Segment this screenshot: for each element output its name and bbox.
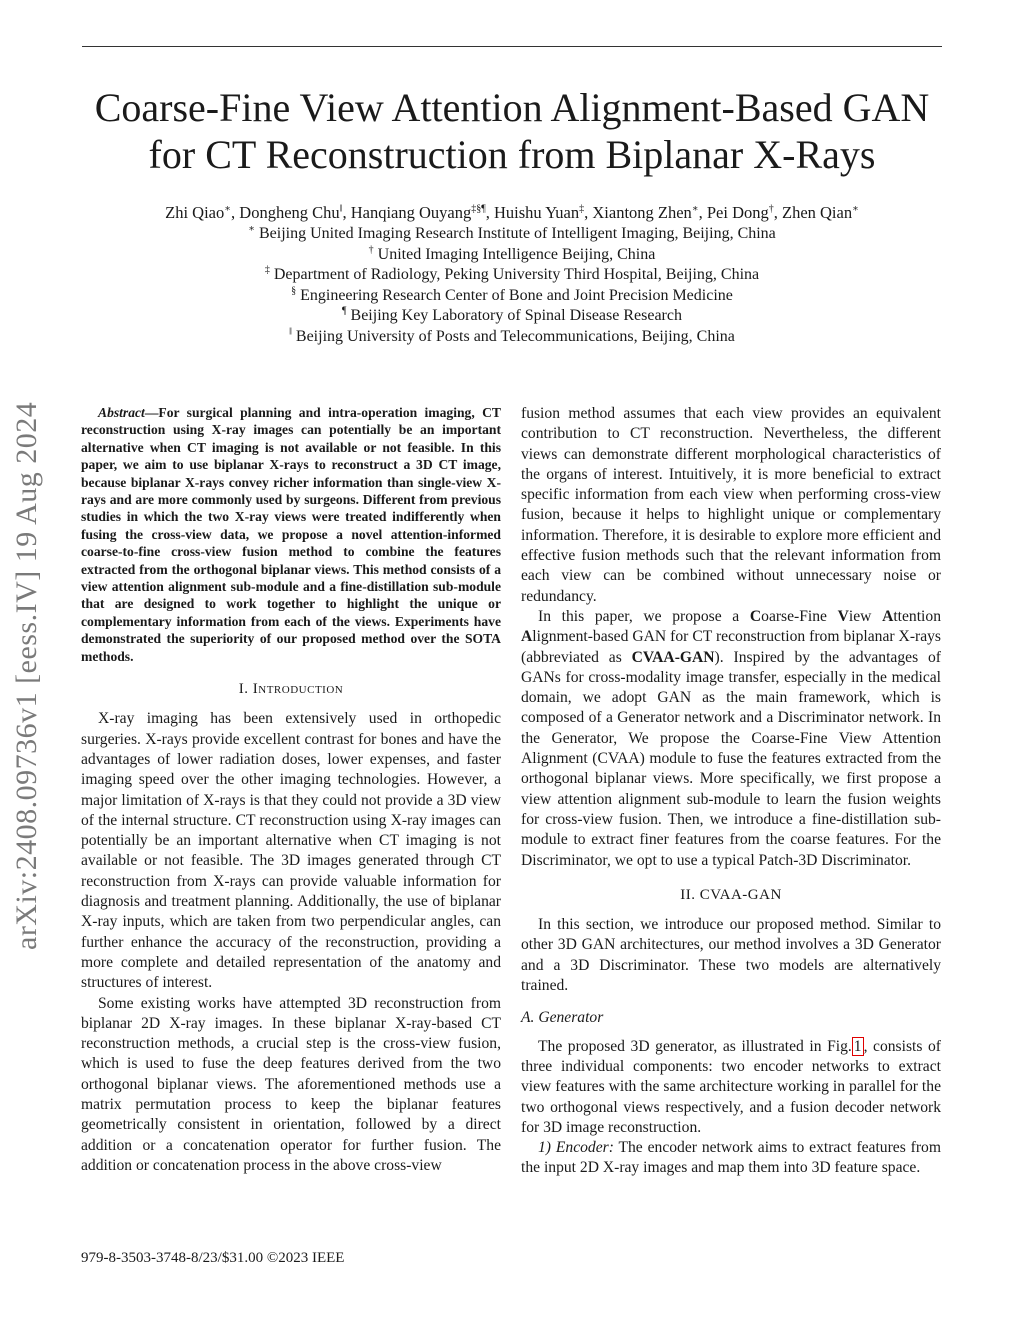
affiliation — [60, 306, 964, 327]
affiliation-list — [60, 224, 964, 347]
author: Xiantong Zhen — [592, 203, 692, 222]
author-mark: ‡ — [579, 203, 585, 215]
affiliation — [60, 224, 964, 245]
affiliation-mark: § — [291, 285, 297, 297]
copyright-footer: 979-8-3503-3748-8/23/$31.00 ©2023 IEEE — [81, 1250, 345, 1266]
author-mark: † — [768, 203, 774, 215]
intro-paragraph-1: X-ray imaging has been extensively used in orthopedic surgeries. X-rays provide excellent contrast for bones and have the advantages of lower radiation doses, lower expenses, and faster imaging speed over the other imaging technologies. However, a major limitation of X-rays is that they could not provide a 3D view of the internal structure. CT reconstruction using X-ray images can potentially be an important alternative when CT imaging is not available or not feasible. The 3D images generated through CT reconstruction from X-rays can provide valuable information for diagnosis and treatment planning. Additionally, the use of biplanar X-ray inputs, which are taken from two perpendicular angles, can further enhance the accuracy of the reconstruction, providing a more complete and detailed representation of the anatomy and structures of interest. — [81, 710, 501, 992]
affiliation — [60, 265, 964, 286]
encoder-paragraph — [521, 1138, 941, 1179]
affiliation-text: Beijing University of Posts and Telecommunications, Beijing, China — [295, 327, 735, 345]
acronym-letter: A — [882, 607, 894, 625]
text-span: oarse-Fine — [761, 607, 838, 625]
author: Dongheng Chu — [239, 203, 340, 222]
author: Zhen Qian — [781, 203, 853, 222]
section-heading-introduction: I. Introduction — [238, 681, 344, 698]
affiliation-text: Engineering Research Center of Bone and Joint Precision Medicine — [300, 286, 733, 304]
text-span: The encoder network aims to extract features from the input 2D X-ray images and map them into 3D feature space. — [521, 1139, 941, 1177]
arxiv-identifier[interactable]: arXiv:2408.09736v1 [eess.IV] 19 Aug 2024 — [10, 401, 43, 950]
author-list: Zhi Qiao∗, Dongheng Chu‖, Hanqiang Ouyang‡§¶, Huishu Yuan‡, Xiantong Zhen∗, Pei Dong†, Zhen Qian∗ — [165, 203, 859, 222]
section-heading-cvaa-gan: II. CVAA-GAN — [680, 886, 782, 903]
author-mark: ‡§¶ — [471, 203, 486, 215]
affiliation-text: United Imaging Intelligence Beijing, China — [377, 245, 656, 263]
affiliation-mark: † — [368, 244, 374, 256]
text-span: The proposed 3D generator, as illustrated in Fig. — [538, 1037, 852, 1055]
author-mark: ∗ — [852, 203, 859, 215]
author: Huishu Yuan — [494, 203, 580, 222]
affiliation-text: Department of Radiology, Peking University Third Hospital, Beijing, China — [273, 266, 760, 283]
text-span: , consists of three individual components: two encoder networks to extract view features with the same architecture working in parallel for the two orthogonal views respectively, and a fusion decoder network for 3D image reconstruction. — [521, 1037, 941, 1136]
title-line-2: for CT Reconstruction from Biplanar X-Rays — [148, 132, 876, 177]
text-span: lignment-based GAN for CT reconstruction from biplanar X-rays (abbreviated as — [521, 628, 941, 666]
right-column — [521, 404, 941, 1179]
acronym-letter: V — [837, 607, 849, 625]
subsection-heading-generator: A. Generator — [521, 1009, 604, 1027]
acronym-letter: C — [749, 607, 762, 625]
left-column — [81, 404, 501, 1176]
author: Hanqiang Ouyang — [350, 203, 472, 222]
generator-paragraph — [521, 1037, 941, 1138]
text-span: ). Inspired by the advantages of GANs for cross-modality image transfer, especially in the medical domain, we adopt GAN as the main framework, which is composed of a Generator network and a Discriminator network. In the Generator, We propose the Coarse-Fine View Attention Alignment (CVAA) module to fuse the features extracted from the orthogonal biplanar views. More specifically, we first propose a view attention alignment sub-module to learn the fusion weights for cross-view fusion. Then, we introduce a fine-distillation sub-module to extract finer features from the coarse features. For the Discriminator, we opt to use a typical Patch-3D Discriminator. — [521, 648, 941, 869]
text-span: In this paper, we propose a — [538, 607, 750, 625]
affiliation-mark: ∗ — [248, 223, 255, 235]
top-rule — [82, 46, 942, 47]
abstract-text: —For surgical planning and intra-operation imaging, CT reconstruction using X-ray images can potentially be an important alternative when CT imaging is not available or not feasible. In this paper, we aim to use biplanar X-rays to reconstruct a 3D CT image, because biplanar X-rays convey richer information than single-view X-rays and are more commonly used by surgeons. Different from previous studies in which the two X-ray views were treated indifferently when fusing the cross-view data, we propose a novel attention-informed coarse-to-fine cross-view fusion method to combine the features extracted from the orthogonal biplanar views. This method consists of a view attention alignment sub-module and a fine-distillation sub-module that are designed to work together to highlight the unique or complementary information from each of the views. Experiments have demonstrated the superiority of our proposed method over the SOTA methods. — [81, 405, 501, 664]
author-mark: ‖ — [339, 203, 343, 215]
text-span: iew — [848, 607, 883, 625]
affiliation-text: Beijing United Imaging Research Institute of Intelligent Imaging, Beijing, China — [259, 225, 776, 242]
affiliation-mark: ‡ — [264, 264, 270, 276]
affiliation-mark: ¶ — [342, 305, 347, 317]
affiliation-mark: ‖ — [289, 326, 292, 338]
encoder-label: 1) Encoder: — [538, 1139, 614, 1157]
affiliation — [60, 327, 964, 348]
author: Zhi Qiao — [165, 203, 225, 222]
affiliation — [60, 245, 964, 266]
title-line-1: Coarse-Fine View Attention Alignment-Based GAN — [94, 85, 930, 130]
acronym-letter: A — [521, 628, 533, 646]
intro-paragraph-2: Some existing works have attempted 3D reconstruction from biplanar 2D X-ray images. In these biplanar X-ray-based CT reconstruction methods, a crucial step is the cross-view fusion, which is used to fuse the deep features derived from the two orthogonal biplanar views. The aforementioned methods use a matrix permutation process to keep the biplanar features geometrically consistent in orientation, followed by a direct addition or a concatenation operator for further fusion. The addition or concatenation process in the above cross-view — [81, 994, 501, 1174]
affiliation-text: Beijing Key Laboratory of Spinal Disease Research — [350, 307, 682, 324]
abstract-label: Abstract — [98, 405, 145, 420]
intro-paragraph-3 — [521, 607, 941, 871]
abstract — [81, 404, 501, 665]
author-mark: ∗ — [224, 203, 232, 215]
intro-paragraph-2-continued: fusion method assumes that each view provides an equivalent contribution to CT reconstruction. Nevertheless, the different views can demonstrate different morphological characteristics of the organs of interest. Intuitively, it is more beneficial to extract specific information from each view when performing cross-view fusion, because it helps to highlight unique or complementary information. Therefore, it is desirable to explore more efficient and effective fusion methods such that the relevant information from each view can be combined without unnecessary noise or redundancy. — [521, 405, 941, 605]
method-paragraph-1: In this section, we introduce our proposed method. Similar to other 3D GAN architectures, our method involves a 3D Generator and a 3D Discriminator. These two models are alternatively trained. — [521, 916, 941, 995]
author-mark: ∗ — [691, 203, 699, 215]
paper-title — [60, 84, 964, 178]
figure-link[interactable]: 1 — [853, 1037, 862, 1055]
method-name: CVAA-GAN — [631, 648, 715, 666]
text-span: ttention — [893, 607, 941, 625]
author: Pei Dong — [706, 203, 769, 222]
affiliation — [60, 286, 964, 307]
